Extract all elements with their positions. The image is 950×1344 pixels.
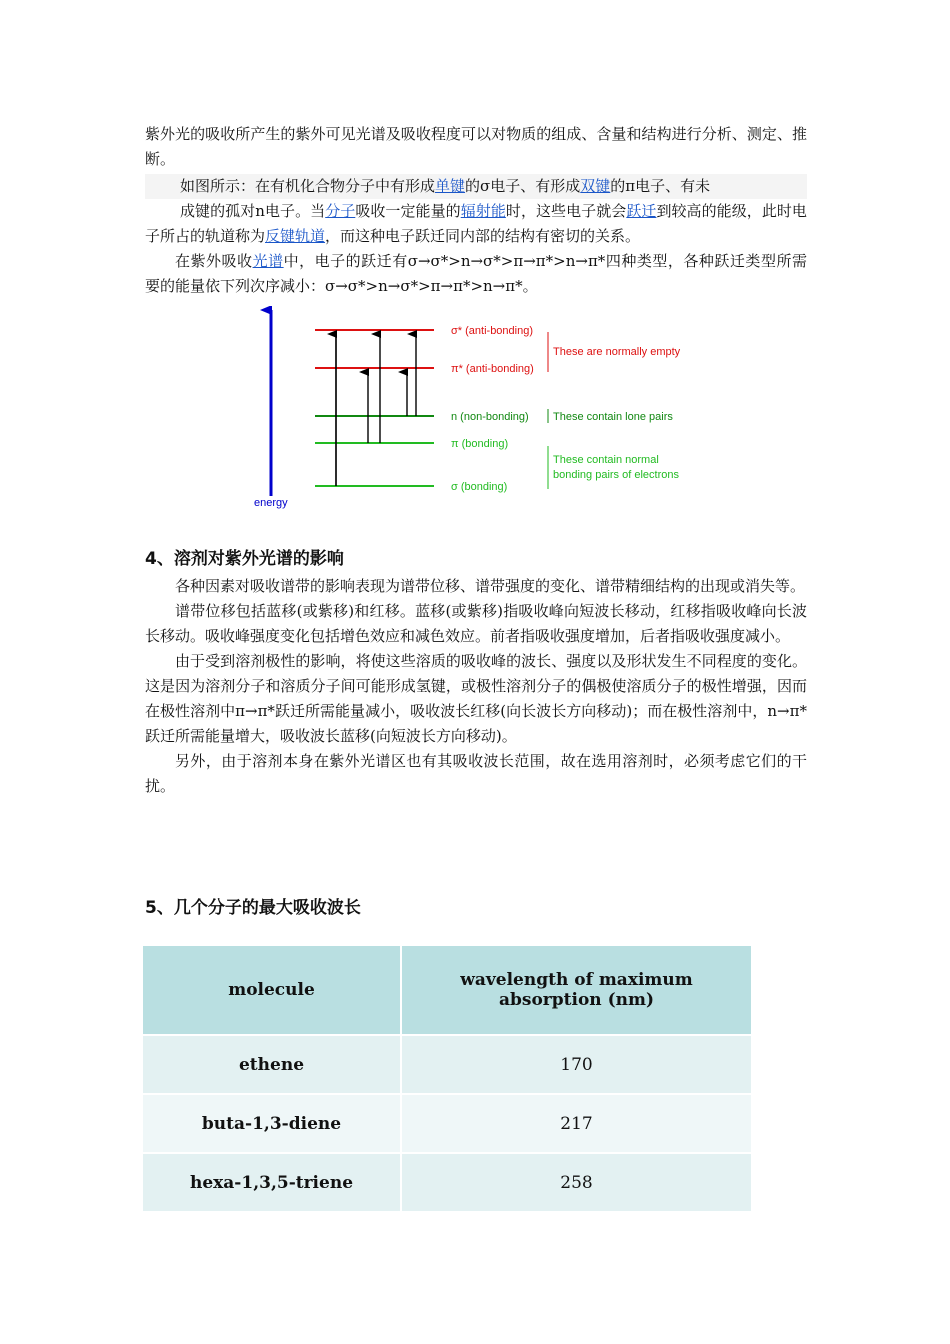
link-transition[interactable]: 跃迁 xyxy=(626,202,657,220)
section-4-title: 4、溶剂对紫外光谱的影响 xyxy=(145,549,344,569)
section-4 xyxy=(145,546,807,799)
note-empty: These are normally empty xyxy=(553,346,681,358)
table-header xyxy=(143,946,752,1035)
header-wavelength: wavelength of maximum absorption (nm) xyxy=(401,946,752,1035)
paragraph-transitions: 在紫外吸收光谱中，电子的跃迁有σ→σ*>n→σ*>π→π*>n→π*四种类型，各种跃迁类型所需要的能量依下列次序减小：σ→σ*>n→σ*>π→π*>n→π*。 xyxy=(145,252,807,295)
header-molecule: molecule xyxy=(143,946,401,1035)
paragraph-orbitals-cont: 成键的孤对n电子。当分子吸收一定能量的辐射能时，这些电子就会跃迁到较高的能级，此时电子所占的轨道称为反键轨道，而这种电子跃迁同内部的结构有密切的关系。 xyxy=(145,202,807,245)
label-n: n (non-bonding) xyxy=(451,411,529,423)
section-4-p4: 另外，由于溶剂本身在紫外光谱区也有其吸收波长范围，故在选用溶剂时，必须考虑它们的干扰。 xyxy=(145,752,807,795)
label-sigma-star: σ* (anti-bonding) xyxy=(451,325,534,337)
section-4-p1: 各种因素对吸收谱带的影响表现为谱带位移、谱带强度的变化、谱带精细结构的出现或消失等。 xyxy=(175,577,806,595)
section-5-title: 5、几个分子的最大吸收波长 xyxy=(145,898,361,918)
link-double-bond[interactable]: 双键 xyxy=(580,177,611,195)
paragraph-orbitals: 如图所示：在有机化合物分子中有形成单键的σ电子、有形成双键的π电子、有未 xyxy=(145,174,807,199)
label-pi: π (bonding) xyxy=(451,438,509,450)
link-single-bond[interactable]: 单键 xyxy=(435,177,466,195)
energy-axis-label: energy xyxy=(254,497,288,509)
table-row: ethene 170 xyxy=(143,1035,752,1094)
link-radiant-energy[interactable]: 辐射能 xyxy=(460,202,506,220)
link-molecule[interactable]: 分子 xyxy=(325,202,356,220)
label-pi-star: π* (anti-bonding) xyxy=(451,363,534,375)
note-normal-2: bonding pairs of electrons xyxy=(553,469,679,481)
note-lone-pairs: These contain lone pairs xyxy=(553,411,673,423)
section-4-p2: 谱带位移包括蓝移(或紫移)和红移。蓝移(或紫移)指吸收峰向短波长移动，红移指吸收峰向长波长移动。吸收峰强度变化包括增色效应和减色效应。前者指吸收强度增加，后者指吸收强度减小。 xyxy=(145,602,807,645)
table-row: buta-1,3-diene 217 xyxy=(143,1094,752,1153)
section-5 xyxy=(145,895,807,921)
paragraph-intro: 紫外光的吸收所产生的紫外可见光谱及吸收程度可以对物质的组成、含量和结构进行分析、测定、推断。 xyxy=(145,125,807,168)
energy-level-diagram xyxy=(250,306,700,516)
link-antibonding-orbital[interactable]: 反键轨道 xyxy=(265,227,326,245)
absorption-table xyxy=(143,946,753,1213)
section-4-p3: 由于受到溶剂极性的影响，将使这些溶质的吸收峰的波长、强度以及形状发生不同程度的变化。这是因为溶剂分子和溶质分子间可能形成氢键，或极性溶剂分子的偶极使溶质分子的极性增强，因而在极性溶剂中π→π*跃迁所需能量减小，吸收波长红移(向长波长方向移动)；而在极性溶剂中，n→π*跃迁所需能量增大，吸收波长蓝移(向短波长方向移动)。 xyxy=(145,652,807,745)
label-sigma: σ (bonding) xyxy=(451,481,508,493)
table-row: hexa-1,3,5-triene 258 xyxy=(143,1153,752,1212)
note-normal-1: These contain normal xyxy=(553,454,659,466)
document-body xyxy=(145,122,807,299)
link-spectrum[interactable]: 光谱 xyxy=(252,252,284,270)
